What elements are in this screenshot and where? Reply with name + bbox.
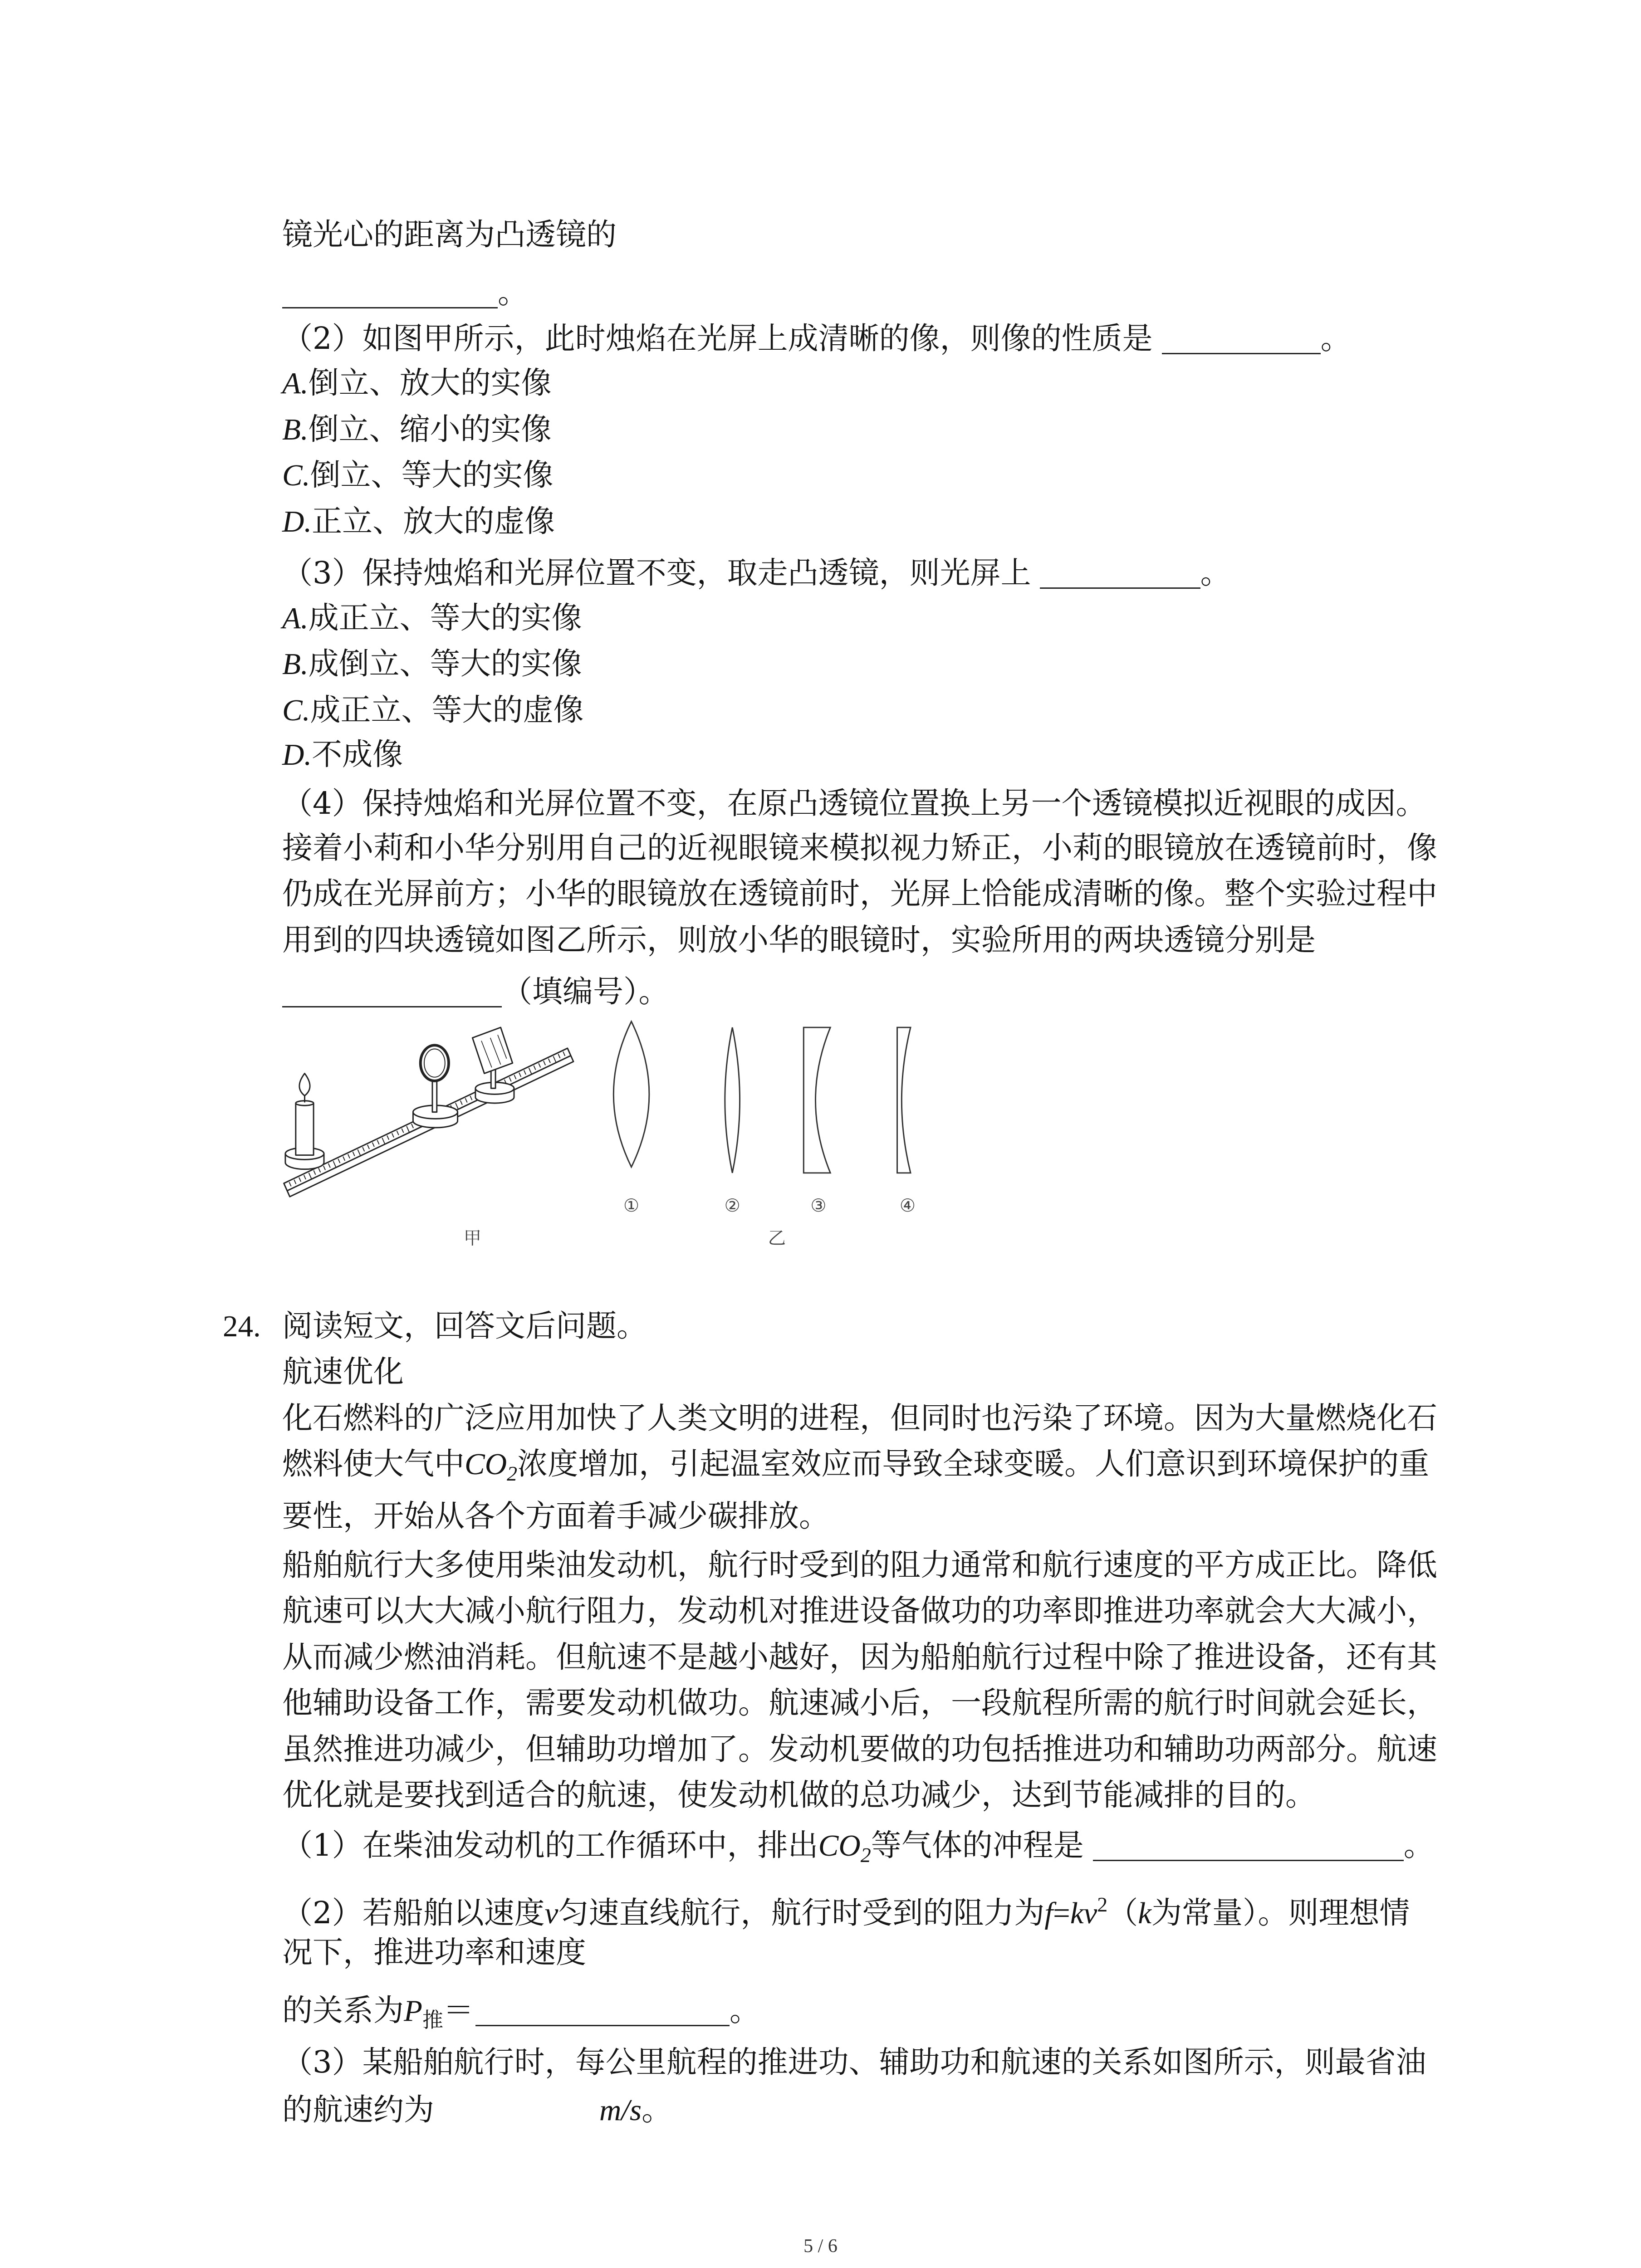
passage-line [282,1588,1437,1633]
light-screen-holder [472,1027,514,1103]
answer-blank [1093,1855,1404,1861]
question-text: 仍成在光屏前方；小华的眼镜放在透镜前时，光屏上恰能成清晰的像。整个实验过程中 [282,876,1437,911]
question-text: （ [1107,1895,1138,1931]
question-text: （3）某船舶航行时，每公里航程的推进功、辅助功和航速的关系如图所示，则最省油 [282,2044,1426,2080]
period: 。 [1200,555,1231,591]
period: 。 [1403,1828,1434,1863]
period: 。 [729,1993,760,2028]
math-p-subscript: 推 [422,2008,443,2032]
candle [285,1074,324,1169]
unit-text: m/s [599,2093,642,2127]
option-letter: B. [282,413,309,446]
page-number: 5 / 6 [803,2236,838,2257]
option-text: 成倒立、等大的实像 [308,646,582,681]
option-letter: C. [282,694,310,727]
passage-title-text: 航速优化 [282,1354,404,1389]
question-number-text: 24. [223,1310,261,1343]
q23-blank-line [282,270,528,315]
passage-text: 他辅助设备工作，需要发动机做功。航速减小后，一段航程所需的航行时间就会延长， [282,1685,1437,1721]
passage-text: 船舶航行大多使用柴油发动机，航行时受到的阻力通常和航行速度的平方成正比。降低 [282,1547,1437,1583]
option-text: 倒立、缩小的实像 [308,411,552,447]
option-letter: D. [282,738,312,772]
q23-part2-option-b [282,406,552,452]
question-text: （4）保持烛焰和光屏位置不变，在原凸透镜位置换上另一个透镜模拟近视眼的成因。 [282,786,1426,821]
option-text: 成正立、等大的虚像 [310,692,584,728]
passage-line [282,1395,1437,1441]
co2-formula: CO [465,1447,507,1481]
math-k: k [1138,1897,1152,1930]
math-exponent: 2 [1097,1893,1108,1916]
passage-text: 化石燃料的广泛应用加快了人类文明的进程，但同时也污染了环境。因为大量燃烧化石 [282,1400,1437,1436]
q24-sub2-line1 [282,1882,1410,1931]
question-text: （2）如图甲所示，此时烛焰在光屏上成清晰的像，则像的性质是 [282,321,1153,356]
figure-yi-lenses [613,1022,911,1173]
lens-3-concave-thick [803,1027,830,1173]
lens-4-concave-thin [897,1027,911,1173]
option-text: 成正立、等大的实像 [308,600,582,635]
math-equals: = [1053,1897,1070,1930]
passage-line [282,1680,1437,1725]
convex-lens-glass [424,1049,445,1077]
q23-part2-option-a [282,360,552,406]
question-text: （2）若船舶以速度 [282,1895,545,1931]
q23-part4-line [282,825,1437,870]
q24-sub2-line2 [282,1930,586,1975]
co2-subscript: 2 [860,1843,871,1867]
experiment-figure [275,1017,943,1255]
lens-2-label: ② [724,1195,740,1216]
question-text: 况下，推进功率和速度 [282,1935,586,1970]
q23-part3-option-c [282,687,583,733]
fill-number-hint: （填编号）。 [502,974,669,1009]
question-text: （1）在柴油发动机的工作循环中，排出 [282,1828,818,1863]
passage-line [282,1726,1437,1772]
passage-text: 浓度增加，引起温室效应而导致全球变暖。人们意识到环境保护的重 [517,1446,1430,1481]
convex-lens-holder [413,1045,457,1128]
math-p: P [404,1994,422,2028]
q23-part2-stem [282,316,1351,361]
q23-text-line [282,212,617,257]
question-text: 镜光心的距离为凸透镜的 [282,217,617,252]
option-text: 不成像 [312,737,403,772]
period: 。 [1320,321,1351,356]
passage-line [282,1493,829,1539]
answer-blank [1162,348,1321,354]
lens-4-label: ④ [899,1195,916,1216]
light-screen [472,1027,512,1073]
passage-line [282,1542,1437,1588]
math-equals: ＝ [443,1993,474,2028]
question-text: 为常量）。则理想情 [1151,1895,1410,1931]
question-text: 等气体的冲程是 [871,1828,1084,1863]
q24-sub3-line1 [282,2039,1426,2085]
passage-line [282,1634,1437,1680]
passage-text: 要性，开始从各个方面着手减少碳排放。 [282,1498,829,1534]
period: 。 [642,2092,672,2127]
question-text: 的关系为 [282,1993,404,2028]
q24-sub2-line3 [282,1988,760,2033]
q24-sub3-line2 [282,2087,672,2132]
q23-part2-option-c [282,452,553,498]
option-letter: A. [282,601,309,635]
q23-part4-line [282,917,1316,963]
question-text: 匀速直线航行，航行时受到的阻力为 [558,1895,1045,1931]
lens-1-convex-thick [613,1022,649,1167]
question-text: 的航速约为 [282,2092,434,2127]
passage-text: 燃料使大气中 [282,1446,465,1481]
figure-yi-label: 乙 [768,1228,786,1249]
answer-blank [475,2020,730,2026]
period: 。 [498,275,528,310]
q23-part3-option-b [282,641,582,686]
passage-line [282,1441,1429,1486]
passage-line [282,1772,1316,1818]
passage-title [282,1349,404,1394]
question-text: （3）保持烛焰和光屏位置不变，取走凸透镜，则光屏上 [282,555,1031,591]
answer-blank [282,303,498,308]
answer-blank [282,1002,502,1007]
question-text: 接着小莉和小华分别用自己的近视眼镜来模拟视力矫正，小莉的眼镜放在透镜前时，像 [282,830,1437,865]
passage-text: 从而减少燃油消耗。但航速不是越小越好，因为船舶航行过程中除了推进设备，还有其 [282,1639,1437,1675]
q23-part3-option-a [282,595,582,640]
option-letter: D. [282,505,312,538]
question-number [223,1303,261,1349]
co2-formula: CO [818,1829,861,1862]
candle-flame [299,1074,310,1096]
math-kv: kv [1070,1897,1097,1930]
math-f: f [1044,1897,1053,1930]
figure-labels [464,1196,916,1249]
lens-holder-stem [432,1080,437,1112]
option-letter: B. [282,647,309,681]
option-letter: C. [282,459,310,492]
q24-intro [282,1303,647,1349]
lens-2-convex-thin [725,1027,740,1173]
q23-part2-option-d [282,499,555,544]
option-text: 倒立、放大的实像 [308,365,552,401]
math-v: v [544,1897,558,1930]
question-text: 用到的四块透镜如图乙所示，则放小华的眼镜时，实验所用的两块透镜分别是 [282,922,1316,958]
figure-jia-label: 甲 [463,1228,481,1249]
passage-text: 航速可以大大减小航行阻力，发动机对推进设备做功的功率即推进功率就会大大减小， [282,1593,1437,1628]
option-text: 正立、放大的虚像 [312,503,555,539]
q23-part4-line [282,871,1437,916]
lens-1-label: ① [623,1195,640,1216]
passage-text: 虽然推进功减少，但辅助功增加了。发动机要做的功包括推进功和辅助功两部分。航速 [282,1731,1437,1767]
question-text: 阅读短文，回答文后问题。 [282,1308,647,1344]
co2-subscript: 2 [507,1462,518,1485]
lens-3-label: ③ [810,1195,827,1216]
q23-part4-line [282,781,1426,826]
q23-part3-stem [282,550,1231,596]
option-text: 倒立、等大的实像 [310,457,554,493]
q23-part3-option-d [282,732,403,777]
q23-part4-blank-line [282,969,669,1014]
answer-space [434,2116,599,2120]
passage-text: 优化就是要找到适合的航速，使发动机做的总功减少，达到节能减排的目的。 [282,1777,1316,1813]
option-letter: A. [282,367,309,400]
candle-body [296,1103,314,1155]
q24-sub1 [282,1823,1434,1868]
figure-jia-apparatus [284,1027,573,1197]
answer-blank [1040,583,1200,589]
